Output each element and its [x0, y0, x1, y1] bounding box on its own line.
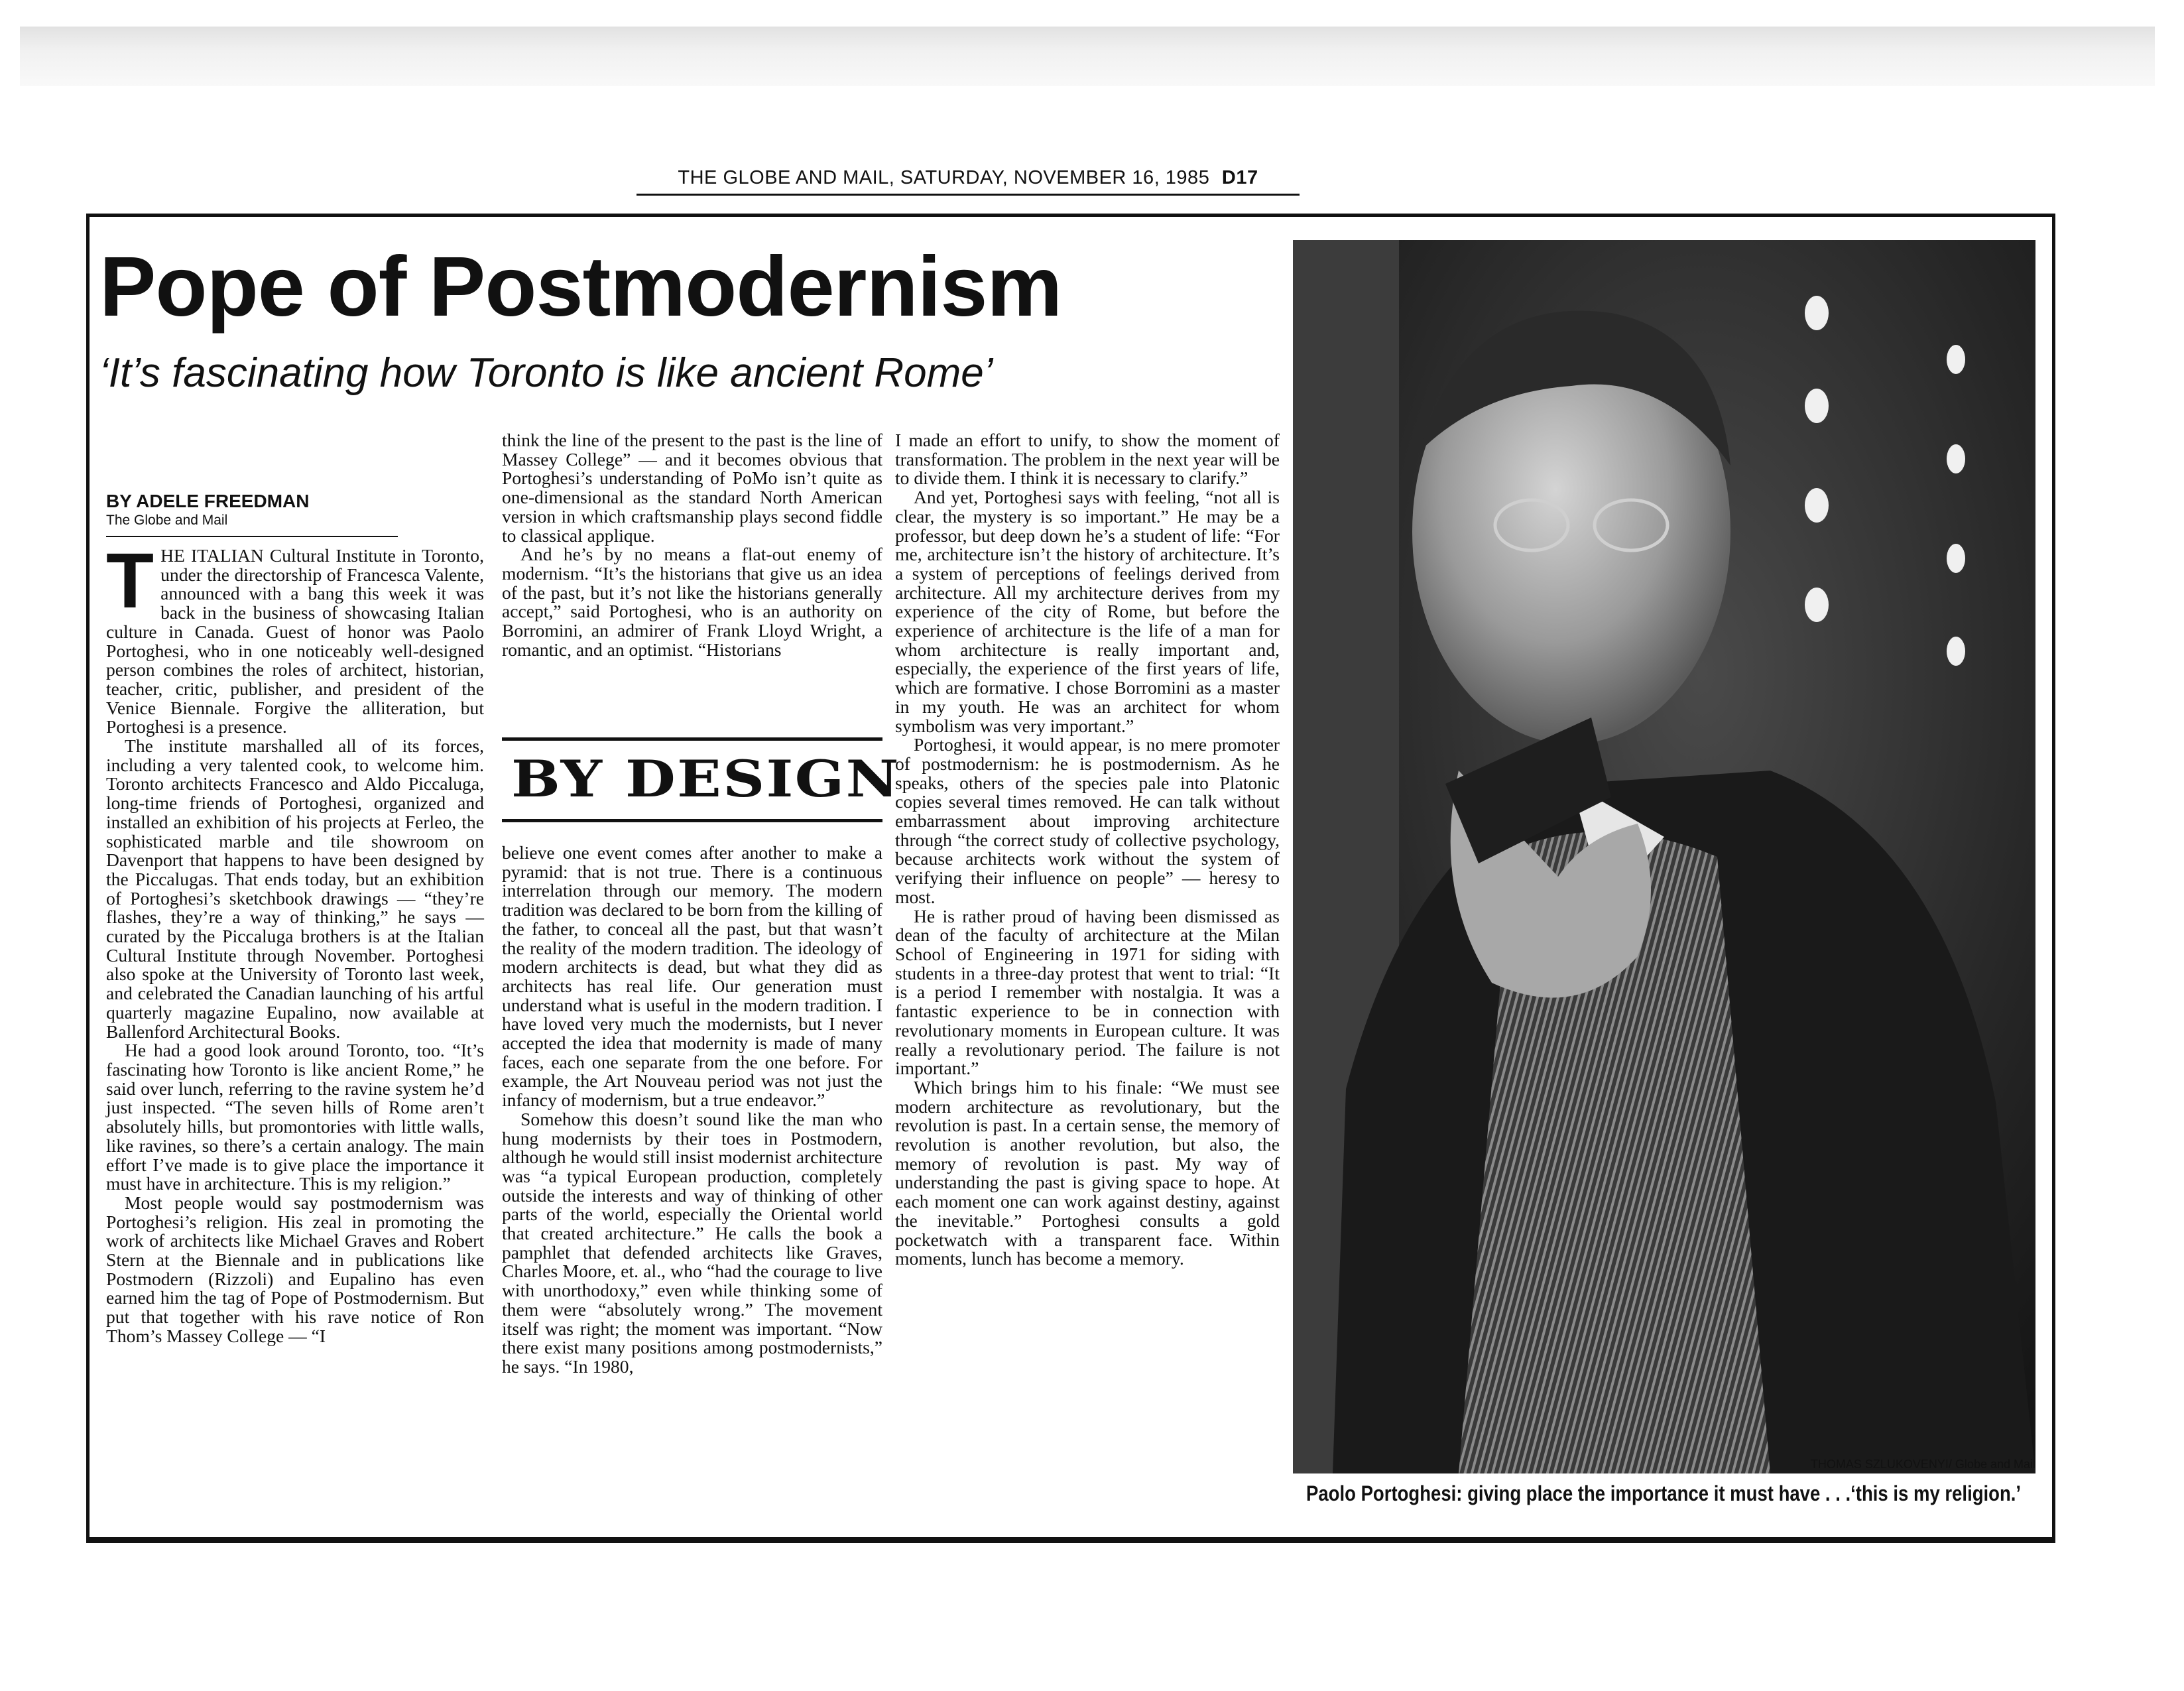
drop-cap: T — [106, 537, 154, 625]
column-logo-text: BY DESIGN — [511, 749, 900, 808]
bottom-rule — [86, 1537, 2055, 1541]
article-column-1 — [106, 491, 484, 1346]
photo-caption: Paolo Portoghesi: giving place the importance it must have . . .‘this is my religion.’ — [1306, 1481, 2022, 1505]
byline: BY ADELE FREEDMAN — [106, 491, 310, 511]
article-paragraph — [106, 537, 484, 737]
article-paragraph: Somehow this doesn’t sound like the man who hung modernists by their toes in Postmodern, although he would still insist modernist architecture was “a typical European production, completely outside the interests and way of thinking of other parts of the world, especially the Oriental world that created architecture.” He calls the book a pamphlet that defended architects like Graves, Charles Moore, et. al., who “had the courage to live with unorthodoxy,” even while thinking some of them were “absolutely wrong.” The movement itself was right; the moment was important. “Now there exist many positions among postmodernists,” he says. “In 1980, — [502, 1108, 882, 1377]
article-paragraph: believe one event comes after another to make a pyramid: that is not true. There is a continuous interrelation through our memory. The modern tradition was declared to be born from the killing of the father, to conceal all the past, but that wasn’t the reality of the modern tradition. The ideology of modern architects is dead, but what they did as architects has real life. Our generation must understand what is useful in the modern tradition. I have loved very much the modernists, but I never accepted the idea that modernity is made of many faces, each one separate from the one before. For example, the Art Nouveau period was not just the infancy of modernism, but a true endeavor.” — [502, 842, 882, 1111]
deck-subheadline: ‘It’s fascinating how Toronto is like ancient Rome’ — [99, 350, 993, 396]
byline-publication: The Globe and Mail — [106, 512, 398, 537]
article-column-3 — [895, 431, 1280, 1269]
portrait-photo — [1293, 240, 2035, 1473]
article-paragraph: Portoghesi, it would appear, is no mere promoter of postmodernism: he is postmodernism. As he speaks, others of the species pale into Platonic copies several times removed. He can talk without embarrassment about improving architecture through “the correct study of collective psychology, because architects work without the system of verifying their influence on people” — heresy to most. — [895, 734, 1280, 907]
article-paragraph: Most people would say postmodernism was Portoghesi’s religion. His zeal in promoting the work of architects like Michael Graves and Robert Stern at the Biennale and in publications like Postmodern (Rizzoli) and Eupalino has even earned him the tag of Pope of Postmodernism. But put that together with his rave notice of Ron Thom’s Massey College — “I — [106, 1192, 484, 1346]
paragraph-text: HE ITALIAN Cultural Institute in Toronto, under the directorship of Francesca Valente, announced with a bang this week it was back in the business of showcasing Italian culture in Canada. Guest of honor was Paolo Portoghesi, who in one noticeably well-designed person combines the roles of architect, historian, teacher, critic, publisher, and president of the Venice Biennale. Forgive the alliteration, but Portoghesi is a presence. — [106, 545, 484, 737]
article-paragraph: Which brings him to his finale: “We must see modern architecture as revolutionary, but the revolution is past. In a certain sense, the memory of revolution is another revolution, but also, the memory of revolution is past. My way of understanding the past is giving space to hope. At each moment one can work against destiny, against the inevitable.” Portoghesi consults a gold pocketwatch with a transparent face. Within moments, lunch has become a memory. — [895, 1076, 1280, 1269]
article-paragraph: He is rather proud of having been dismissed as dean of the faculty of architecture at the Milan School of Engineering in 1971 for siding with students in a three-day protest that went to trial: “It is a period I remember with nostalgia. It was a fantastic experience to be in connection with revolutionary moments in European culture. It was really a revolutionary period. The failure is not important.” — [895, 905, 1280, 1079]
article-paragraph: And yet, Portoghesi says with feeling, “not all is clear, the mystery is so important.” He may be a professor, but deep down he’s a student of life: “For me, architecture isn’t the history of architecture. It’s a system of perceptions of feelings derived from architecture. All my architecture derives from my experience of the city of Rome, but before the experience of architecture is the life of a man for whom architecture is really important and, especially, the experience of the first years of life, which are formative. I chose Borromini as a master in my youth. He was an architect for whom symbolism was very important.” — [895, 487, 1280, 736]
article-column-2-bottom — [502, 844, 882, 1377]
article-column-2-top — [502, 431, 882, 659]
newspaper-folio — [637, 162, 1300, 196]
article-paragraph: And he’s by no means a flat-out enemy of modernism. “It’s the historians that give us an idea of the past, but it’s not like the historians generally accept,” said Portoghesi, who is an authority on Borromini, an admirer of Frank Lloyd Wright, a romantic, and an optimist. “Historians — [502, 544, 882, 660]
headline: Pope of Postmodernism — [99, 239, 1062, 334]
column-logo — [502, 737, 900, 822]
page-number: D17 — [1221, 167, 1258, 188]
article-paragraph: think the line of the present to the past is the line of Massey College” — and it becomes obvious that Portoghesi’s understanding of PoMo isn’t quite as one-dimensional as the standard North American version in which craftsmanship plays second fiddle to classical applique. — [502, 430, 882, 546]
article-paragraph: The institute marshalled all of its forces, including a very talented cook, to welcome him. Toronto architects Francesco and Aldo Piccaluga, long-time friends of Portoghesi, organized and installed an exhibition of his projects at Ferleo, the sophisticated marble and tile showroom on Davenport that happens to have been designed by the Piccalugas. That ends today, but an exhibition of Portoghesi’s sketchbook drawings — “they’re flashes, they’re a way of thinking,” he says — curated by the Piccaluga brothers is at the Italian Cultural Institute through November. Portoghesi also spoke at the University of Toronto last week, and celebrated the Canadian launching of his artful quarterly magazine Eupalino, now available at Ballenford Architectural Books. — [106, 735, 484, 1042]
folio-text: THE GLOBE AND MAIL, SATURDAY, NOVEMBER 16, 1985 — [678, 167, 1210, 188]
photo-credit: THOMAS SZLUKOVENYI/ Globe and Mail — [1810, 1458, 2035, 1471]
portrait-illustration — [1293, 240, 2035, 1473]
article-paragraph: I made an effort to unify, to show the moment of transformation. The problem in the next year will be to divide them. I think it is necessary to clarify.” — [895, 430, 1280, 489]
article-paragraph: He had a good look around Toronto, too. “It’s fascinating how Toronto is like ancient Rome,” he said over lunch, referring to the ravine system he’d just inspected. “The seven hills of Rome aren’t absolutely hills, but promontories with little walls, like ravines, so there’s a certain analogy. The main effort I’ve made is to give place the importance it must have in architecture. This is my religion.” — [106, 1040, 484, 1194]
scan-shadow-band — [20, 27, 2155, 86]
